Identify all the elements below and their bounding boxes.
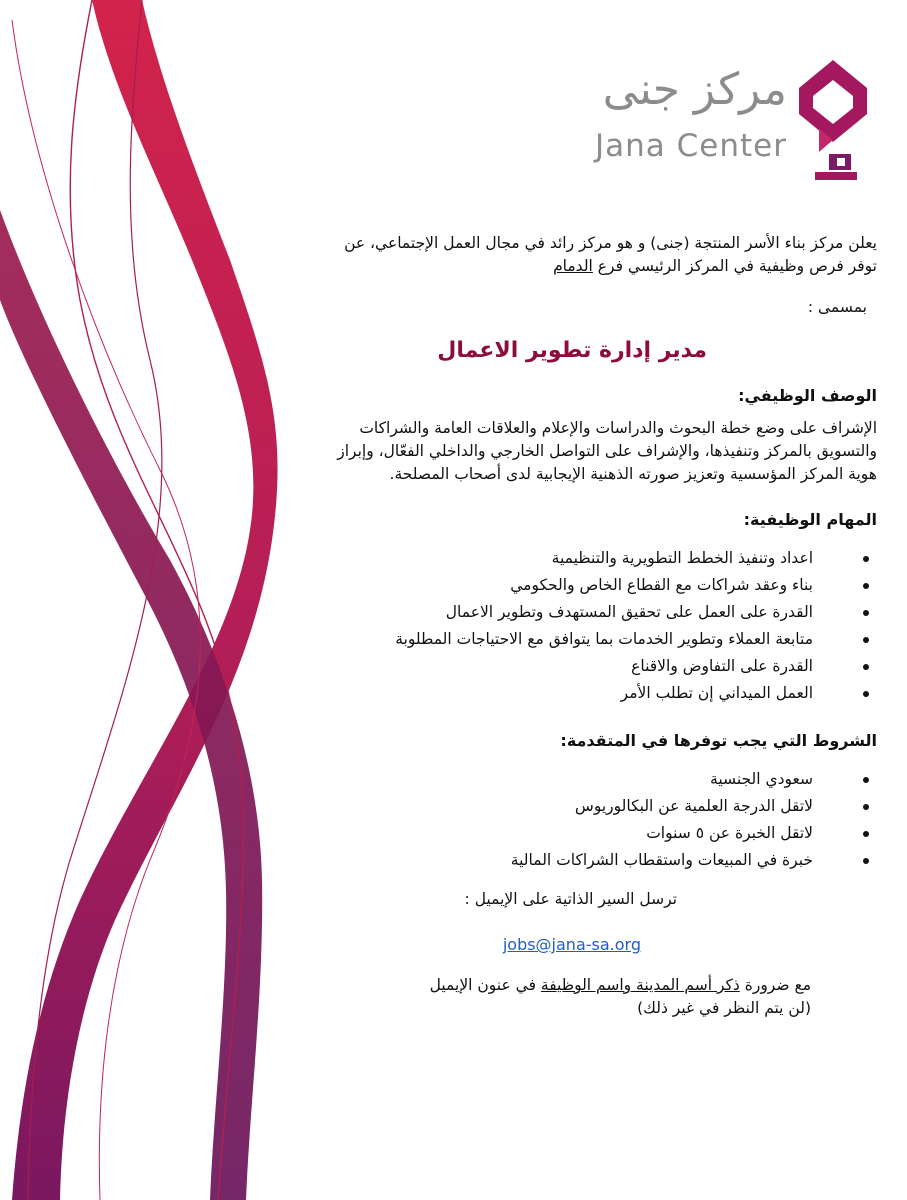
- list-item-text: لاتقل الخبرة عن ٥ سنوات: [646, 824, 813, 842]
- title-label: بمسمى :: [807, 298, 867, 316]
- bullet-icon: [863, 831, 869, 837]
- bullet-icon: [863, 777, 869, 783]
- list-item-text: القدرة على التفاوض والاقناع: [631, 657, 813, 675]
- job-title: مدير إدارة تطوير الاعمال: [437, 338, 707, 363]
- bullet-icon: [863, 804, 869, 810]
- bullet-icon: [863, 556, 869, 562]
- requirements-heading: الشروط التي يجب توفرها في المتقدمة:: [560, 731, 877, 750]
- requirements-list: [317, 766, 877, 874]
- bullet-icon: [863, 858, 869, 864]
- list-item-text: سعودي الجنسية: [710, 770, 813, 788]
- email-link[interactable]: jobs@jana-sa.org: [502, 935, 641, 954]
- list-item: [317, 820, 877, 847]
- duties-heading: المهام الوظيفية:: [743, 510, 877, 529]
- list-item: [317, 653, 877, 680]
- logo-arabic-text: مركز جنى: [602, 64, 787, 115]
- list-item: [317, 793, 877, 820]
- list-item: [317, 626, 877, 653]
- list-item: [317, 599, 877, 626]
- list-item-text: خبرة في المبيعات واستقطاب الشراكات المالية: [510, 851, 813, 869]
- list-item-text: لاتقل الدرجة العلمية عن البكالوريوس: [574, 797, 813, 815]
- email-note: [317, 974, 811, 1020]
- list-item: [317, 680, 877, 707]
- logo-english-text: Jana Center: [595, 128, 787, 164]
- intro-branch: الدمام: [553, 257, 593, 275]
- send-cv-label: ترسل السير الذاتية على الإيميل :: [464, 890, 677, 908]
- announcement-body: [317, 232, 877, 1020]
- intro-paragraph: [317, 232, 877, 278]
- bullet-icon: [863, 664, 869, 670]
- note-line2: (لن يتم النظر في غير ذلك): [637, 999, 811, 1017]
- bullet-icon: [863, 691, 869, 697]
- list-item: [317, 545, 877, 572]
- list-item-text: القدرة على العمل على تحقيق المستهدف وتطوير الاعمال: [445, 603, 813, 621]
- list-item-text: بناء وعقد شراكات مع القطاع الخاص والحكومي: [510, 576, 813, 594]
- bullet-icon: [863, 610, 869, 616]
- list-item-text: العمل الميداني إن تطلب الأمر: [620, 684, 813, 702]
- note-prefix: مع ضرورة: [739, 976, 811, 994]
- jana-center-logo: [589, 58, 869, 188]
- list-item: [317, 572, 877, 599]
- note-suffix: في عنون الإيميل: [429, 976, 541, 994]
- description-text: الإشراف على وضع خطة البحوث والدراسات والإعلام والعلاقات العامة والشراكات والتسويق بالمركز وتنفيذها، والإشراف على التواصل الخارجي والداخلي الفعّال، وإبراز هوية المركز المؤسسية وتعزيز صورته الذهنية الإيجابية لدى أصحاب المصلحة.: [337, 419, 877, 483]
- description-heading: الوصف الوظيفي:: [738, 386, 877, 405]
- list-item-text: متابعة العملاء وتطوير الخدمات بما يتوافق مع الاحتياجات المطلوبة: [395, 630, 813, 648]
- bullet-icon: [863, 583, 869, 589]
- intro-text: يعلن مركز بناء الأسر المنتجة (جنى) و هو مركز رائد في مجال العمل الإجتماعي، عن توفر فرص وظيفية في المركز الرئيسي فرع: [344, 234, 877, 275]
- note-underlined: ذكر أسم المدينة واسم الوظيفة: [540, 976, 740, 994]
- list-item-text: اعداد وتنفيذ الخطط التطويرية والتنظيمية: [551, 549, 813, 567]
- list-item: [317, 847, 877, 874]
- list-item: [317, 766, 877, 793]
- jana-logo-mark-icon: [797, 58, 869, 182]
- duties-list: [317, 545, 877, 707]
- bullet-icon: [863, 637, 869, 643]
